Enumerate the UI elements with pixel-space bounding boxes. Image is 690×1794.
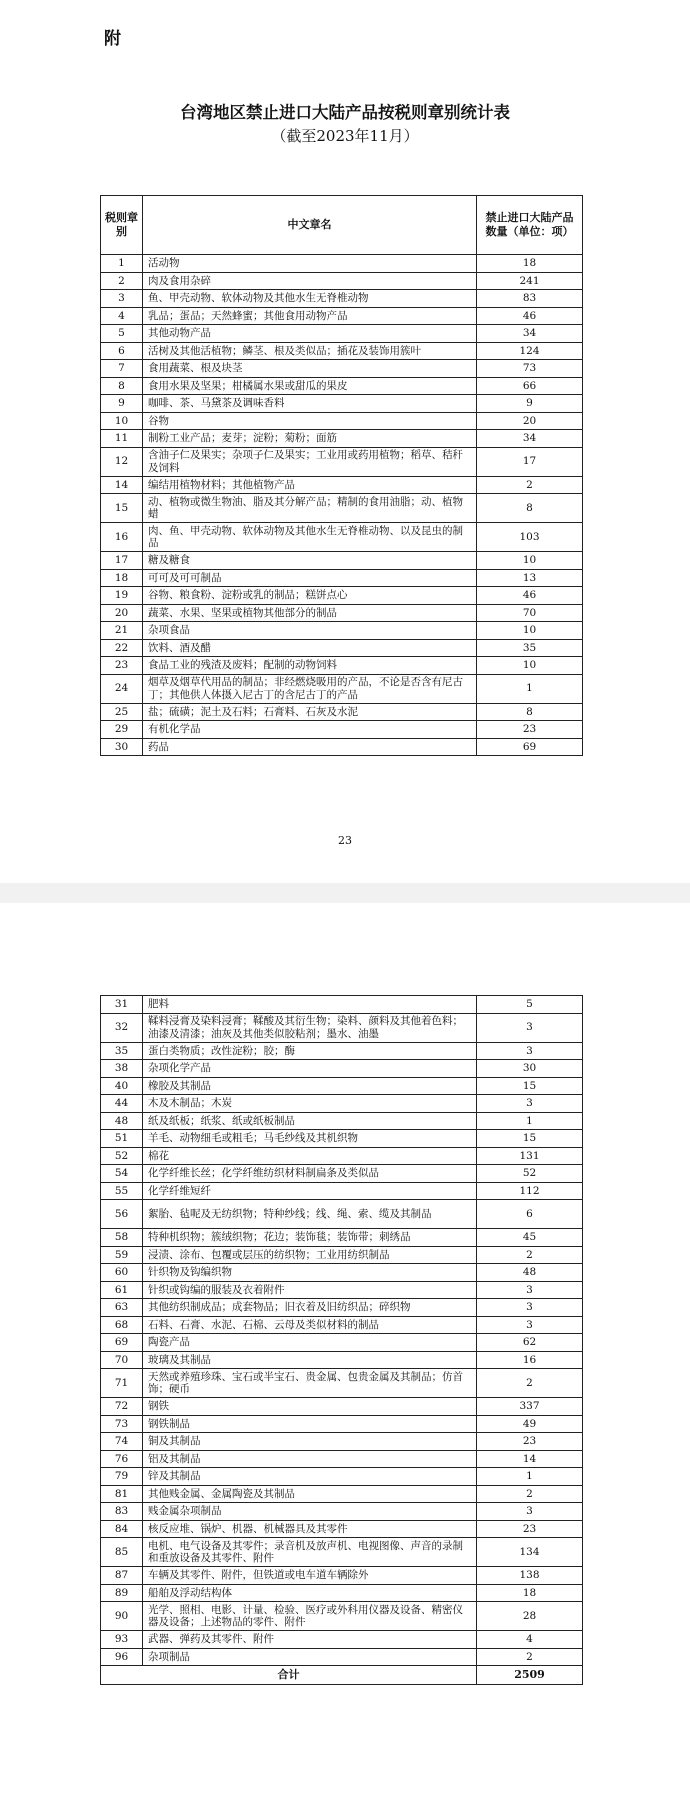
chapter-name: 石料、石膏、水泥、石棉、云母及类似材料的制品 bbox=[143, 1316, 477, 1334]
item-count: 4 bbox=[477, 1631, 583, 1649]
item-count: 3 bbox=[477, 1095, 583, 1113]
item-count: 112 bbox=[477, 1182, 583, 1200]
chapter-number: 76 bbox=[101, 1450, 143, 1468]
item-count: 49 bbox=[477, 1415, 583, 1433]
item-count: 138 bbox=[477, 1567, 583, 1585]
item-count: 23 bbox=[477, 721, 583, 739]
chapter-number: 21 bbox=[101, 622, 143, 640]
item-count: 28 bbox=[477, 1602, 583, 1631]
chapter-number: 38 bbox=[101, 1060, 143, 1078]
chapter-number: 87 bbox=[101, 1567, 143, 1585]
chapter-number: 52 bbox=[101, 1147, 143, 1165]
item-count: 13 bbox=[477, 569, 583, 587]
table-row bbox=[101, 523, 583, 552]
chapter-number: 48 bbox=[101, 1112, 143, 1130]
chapter-number: 60 bbox=[101, 1264, 143, 1282]
chapter-name: 谷物、粮食粉、淀粉或乳的制品；糕饼点心 bbox=[143, 587, 477, 605]
chapter-name: 车辆及其零件、附件，但铁道或电车道车辆除外 bbox=[143, 1567, 477, 1585]
table-row bbox=[101, 622, 583, 640]
statistics-table-part-2 bbox=[100, 995, 583, 1685]
item-count: 6 bbox=[477, 1200, 583, 1229]
chapter-number: 23 bbox=[101, 657, 143, 675]
chapter-number: 61 bbox=[101, 1281, 143, 1299]
chapter-number: 19 bbox=[101, 587, 143, 605]
table-row bbox=[101, 604, 583, 622]
chapter-name: 其他纺织制成品；成套物品；旧衣着及旧纺织品；碎织物 bbox=[143, 1299, 477, 1317]
document-subtitle: （截至2023年11月） bbox=[271, 127, 419, 145]
chapter-name: 食用蔬菜、根及块茎 bbox=[143, 360, 477, 378]
table-header-row bbox=[101, 196, 583, 255]
chapter-number: 56 bbox=[101, 1200, 143, 1229]
table-body-page-2 bbox=[101, 996, 583, 1666]
chapter-number: 11 bbox=[101, 430, 143, 448]
table-row bbox=[101, 1567, 583, 1585]
item-count: 134 bbox=[477, 1538, 583, 1567]
table-row bbox=[101, 395, 583, 413]
chapter-number: 73 bbox=[101, 1415, 143, 1433]
chapter-name: 橡胶及其制品 bbox=[143, 1077, 477, 1095]
table-row bbox=[101, 307, 583, 325]
table-row bbox=[101, 569, 583, 587]
table-row bbox=[101, 1503, 583, 1521]
item-count: 48 bbox=[477, 1264, 583, 1282]
table-row bbox=[101, 1450, 583, 1468]
chapter-name: 棉花 bbox=[143, 1147, 477, 1165]
document-page-1 bbox=[0, 0, 690, 883]
table-row bbox=[101, 674, 583, 703]
chapter-name: 有机化学品 bbox=[143, 721, 477, 739]
chapter-name: 电机、电气设备及其零件；录音机及放声机、电视图像、声音的录制和重放设备及其零件、附件 bbox=[143, 1538, 477, 1567]
chapter-name: 肉及食用杂碎 bbox=[143, 272, 477, 290]
table-row bbox=[101, 587, 583, 605]
item-count: 5 bbox=[477, 996, 583, 1014]
chapter-name: 蛋白类物质；改性淀粉；胶；酶 bbox=[143, 1042, 477, 1060]
chapter-name: 针织物及钩编织物 bbox=[143, 1264, 477, 1282]
item-count: 3 bbox=[477, 1503, 583, 1521]
chapter-name: 食用水果及坚果；柑橘属水果或甜瓜的果皮 bbox=[143, 377, 477, 395]
chapter-number: 81 bbox=[101, 1485, 143, 1503]
chapter-name: 纸及纸板；纸浆、纸或纸板制品 bbox=[143, 1112, 477, 1130]
item-count: 70 bbox=[477, 604, 583, 622]
table-body-page-1 bbox=[101, 255, 583, 756]
chapter-number: 69 bbox=[101, 1334, 143, 1352]
chapter-number: 89 bbox=[101, 1584, 143, 1602]
item-count: 8 bbox=[477, 703, 583, 721]
item-count: 30 bbox=[477, 1060, 583, 1078]
chapter-number: 83 bbox=[101, 1503, 143, 1521]
chapter-name: 可可及可可制品 bbox=[143, 569, 477, 587]
chapter-number: 7 bbox=[101, 360, 143, 378]
table-row bbox=[101, 1468, 583, 1486]
chapter-number: 72 bbox=[101, 1398, 143, 1416]
chapter-name: 编结用植物材料；其他植物产品 bbox=[143, 476, 477, 494]
chapter-number: 16 bbox=[101, 523, 143, 552]
item-count: 103 bbox=[477, 523, 583, 552]
chapter-number: 15 bbox=[101, 494, 143, 523]
table-row bbox=[101, 1485, 583, 1503]
attachment-label: 附 bbox=[104, 29, 121, 49]
chapter-name: 糖及糖食 bbox=[143, 552, 477, 570]
statistics-table-part-1 bbox=[100, 195, 583, 756]
chapter-number: 2 bbox=[101, 272, 143, 290]
chapter-name: 盐；硫磺；泥土及石料；石膏料、石灰及水泥 bbox=[143, 703, 477, 721]
chapter-number: 14 bbox=[101, 476, 143, 494]
chapter-number: 10 bbox=[101, 412, 143, 430]
chapter-name: 玻璃及其制品 bbox=[143, 1351, 477, 1369]
item-count: 10 bbox=[477, 552, 583, 570]
item-count: 20 bbox=[477, 412, 583, 430]
chapter-name: 钢铁 bbox=[143, 1398, 477, 1416]
chapter-number: 25 bbox=[101, 703, 143, 721]
item-count: 3 bbox=[477, 1013, 583, 1042]
chapter-number: 30 bbox=[101, 738, 143, 756]
document-title: 台湾地区禁止进口大陆产品按税则章别统计表 bbox=[180, 103, 510, 122]
table-row bbox=[101, 476, 583, 494]
chapter-number: 6 bbox=[101, 342, 143, 360]
table-row bbox=[101, 1433, 583, 1451]
header-name: 中文章名 bbox=[143, 196, 477, 255]
chapter-name: 核反应堆、锅炉、机器、机械器具及其零件 bbox=[143, 1520, 477, 1538]
total-label: 合计 bbox=[101, 1666, 477, 1685]
chapter-number: 55 bbox=[101, 1182, 143, 1200]
table-row bbox=[101, 639, 583, 657]
chapter-name: 饮料、酒及醋 bbox=[143, 639, 477, 657]
chapter-name: 羊毛、动物细毛或粗毛；马毛纱线及其机织物 bbox=[143, 1130, 477, 1148]
item-count: 23 bbox=[477, 1433, 583, 1451]
item-count: 3 bbox=[477, 1042, 583, 1060]
table-row bbox=[101, 1013, 583, 1042]
chapter-number: 84 bbox=[101, 1520, 143, 1538]
chapter-name: 活树及其他活植物；鳞茎、根及类似品；插花及装饰用簇叶 bbox=[143, 342, 477, 360]
chapter-name: 贱金属杂项制品 bbox=[143, 1503, 477, 1521]
item-count: 10 bbox=[477, 622, 583, 640]
table-row bbox=[101, 412, 583, 430]
item-count: 2 bbox=[477, 1369, 583, 1398]
item-count: 3 bbox=[477, 1299, 583, 1317]
chapter-number: 24 bbox=[101, 674, 143, 703]
chapter-number: 70 bbox=[101, 1351, 143, 1369]
chapter-name: 蔬菜、水果、坚果或植物其他部分的制品 bbox=[143, 604, 477, 622]
item-count: 2 bbox=[477, 1648, 583, 1666]
chapter-number: 40 bbox=[101, 1077, 143, 1095]
item-count: 18 bbox=[477, 1584, 583, 1602]
table-row bbox=[101, 1112, 583, 1130]
item-count: 16 bbox=[477, 1351, 583, 1369]
chapter-number: 18 bbox=[101, 569, 143, 587]
table-row bbox=[101, 1182, 583, 1200]
table-row bbox=[101, 1165, 583, 1183]
item-count: 46 bbox=[477, 587, 583, 605]
chapter-number: 22 bbox=[101, 639, 143, 657]
chapter-name: 其他动物产品 bbox=[143, 325, 477, 343]
chapter-number: 54 bbox=[101, 1165, 143, 1183]
chapter-number: 29 bbox=[101, 721, 143, 739]
table-row bbox=[101, 1538, 583, 1567]
chapter-name: 针织或钩编的服装及衣着附件 bbox=[143, 1281, 477, 1299]
chapter-number: 31 bbox=[101, 996, 143, 1014]
table-row bbox=[101, 721, 583, 739]
item-count: 46 bbox=[477, 307, 583, 325]
table-row bbox=[101, 1520, 583, 1538]
table-row bbox=[101, 377, 583, 395]
table-row bbox=[101, 703, 583, 721]
chapter-name: 木及木制品；木炭 bbox=[143, 1095, 477, 1113]
chapter-name: 浸渍、涂布、包覆或层压的纺织物；工业用纺织制品 bbox=[143, 1246, 477, 1264]
chapter-number: 93 bbox=[101, 1631, 143, 1649]
chapter-name: 武器、弹药及其零件、附件 bbox=[143, 1631, 477, 1649]
table-row bbox=[101, 1584, 583, 1602]
chapter-number: 3 bbox=[101, 290, 143, 308]
table-row bbox=[101, 272, 583, 290]
total-row bbox=[101, 1666, 583, 1685]
item-count: 8 bbox=[477, 494, 583, 523]
chapter-number: 9 bbox=[101, 395, 143, 413]
table-row bbox=[101, 360, 583, 378]
chapter-name: 化学纤维短纤 bbox=[143, 1182, 477, 1200]
chapter-name: 化学纤维长丝；化学纤维纺织材料制扁条及类似品 bbox=[143, 1165, 477, 1183]
table-row bbox=[101, 1369, 583, 1398]
chapter-name: 杂项化学产品 bbox=[143, 1060, 477, 1078]
table-row bbox=[101, 552, 583, 570]
table-row bbox=[101, 1299, 583, 1317]
chapter-number: 74 bbox=[101, 1433, 143, 1451]
chapter-name: 药品 bbox=[143, 738, 477, 756]
table-row bbox=[101, 1246, 583, 1264]
table-row bbox=[101, 1631, 583, 1649]
table-row bbox=[101, 430, 583, 448]
table-row bbox=[101, 1316, 583, 1334]
item-count: 66 bbox=[477, 377, 583, 395]
chapter-name: 乳品；蛋品；天然蜂蜜；其他食用动物产品 bbox=[143, 307, 477, 325]
table-row bbox=[101, 1264, 583, 1282]
chapter-name: 动、植物或微生物油、脂及其分解产品；精制的食用油脂；动、植物蜡 bbox=[143, 494, 477, 523]
chapter-number: 59 bbox=[101, 1246, 143, 1264]
chapter-name: 烟草及烟草代用品的制品；非经燃烧吸用的产品，不论是否含有尼古丁；其他供人体摄入尼古丁的含尼古丁的产品 bbox=[143, 674, 477, 703]
chapter-number: 68 bbox=[101, 1316, 143, 1334]
item-count: 2 bbox=[477, 1246, 583, 1264]
table-row bbox=[101, 1060, 583, 1078]
item-count: 45 bbox=[477, 1229, 583, 1247]
item-count: 337 bbox=[477, 1398, 583, 1416]
table-row bbox=[101, 1398, 583, 1416]
chapter-number: 32 bbox=[101, 1013, 143, 1042]
table-row bbox=[101, 738, 583, 756]
chapter-number: 17 bbox=[101, 552, 143, 570]
item-count: 18 bbox=[477, 255, 583, 273]
item-count: 1 bbox=[477, 1468, 583, 1486]
table-row bbox=[101, 447, 583, 476]
chapter-name: 特种机织物；簇绒织物；花边；装饰毯；装饰带；刺绣品 bbox=[143, 1229, 477, 1247]
item-count: 14 bbox=[477, 1450, 583, 1468]
chapter-number: 79 bbox=[101, 1468, 143, 1486]
chapter-name: 铜及其制品 bbox=[143, 1433, 477, 1451]
table-row bbox=[101, 1281, 583, 1299]
chapter-name: 谷物 bbox=[143, 412, 477, 430]
chapter-number: 35 bbox=[101, 1042, 143, 1060]
table-row bbox=[101, 1130, 583, 1148]
item-count: 34 bbox=[477, 430, 583, 448]
table-row bbox=[101, 325, 583, 343]
chapter-number: 8 bbox=[101, 377, 143, 395]
table-row bbox=[101, 1077, 583, 1095]
table-row bbox=[101, 657, 583, 675]
chapter-number: 12 bbox=[101, 447, 143, 476]
item-count: 9 bbox=[477, 395, 583, 413]
chapter-number: 20 bbox=[101, 604, 143, 622]
table-row bbox=[101, 1334, 583, 1352]
chapter-number: 58 bbox=[101, 1229, 143, 1247]
chapter-number: 4 bbox=[101, 307, 143, 325]
item-count: 131 bbox=[477, 1147, 583, 1165]
table-row bbox=[101, 494, 583, 523]
table-row bbox=[101, 1351, 583, 1369]
chapter-name: 杂项制品 bbox=[143, 1648, 477, 1666]
chapter-name: 活动物 bbox=[143, 255, 477, 273]
chapter-name: 食品工业的残渣及废料；配制的动物饲料 bbox=[143, 657, 477, 675]
item-count: 15 bbox=[477, 1130, 583, 1148]
chapter-name: 咖啡、茶、马黛茶及调味香料 bbox=[143, 395, 477, 413]
item-count: 1 bbox=[477, 1112, 583, 1130]
item-count: 10 bbox=[477, 657, 583, 675]
item-count: 23 bbox=[477, 1520, 583, 1538]
item-count: 241 bbox=[477, 272, 583, 290]
chapter-name: 鱼、甲壳动物、软体动物及其他水生无脊椎动物 bbox=[143, 290, 477, 308]
table-row bbox=[101, 1147, 583, 1165]
table-row bbox=[101, 255, 583, 273]
table-row bbox=[101, 1200, 583, 1229]
chapter-name: 含油子仁及果实；杂项子仁及果实；工业用或药用植物；稻草、秸秆及饲料 bbox=[143, 447, 477, 476]
chapter-number: 96 bbox=[101, 1648, 143, 1666]
chapter-number: 85 bbox=[101, 1538, 143, 1567]
chapter-number: 71 bbox=[101, 1369, 143, 1398]
item-count: 2 bbox=[477, 476, 583, 494]
chapter-name: 肉、鱼、甲壳动物、软体动物及其他水生无脊椎动物、以及昆虫的制品 bbox=[143, 523, 477, 552]
table-row bbox=[101, 290, 583, 308]
item-count: 124 bbox=[477, 342, 583, 360]
table-row bbox=[101, 1042, 583, 1060]
item-count: 73 bbox=[477, 360, 583, 378]
table-row bbox=[101, 1648, 583, 1666]
item-count: 34 bbox=[477, 325, 583, 343]
item-count: 69 bbox=[477, 738, 583, 756]
chapter-name: 钢铁制品 bbox=[143, 1415, 477, 1433]
chapter-name: 制粉工业产品；麦芽；淀粉；菊粉；面筋 bbox=[143, 430, 477, 448]
total-count: 2509 bbox=[477, 1666, 583, 1685]
document-page-2 bbox=[0, 903, 690, 1794]
chapter-name: 其他贱金属、金属陶瓷及其制品 bbox=[143, 1485, 477, 1503]
chapter-name: 陶瓷产品 bbox=[143, 1334, 477, 1352]
chapter-number: 51 bbox=[101, 1130, 143, 1148]
chapter-number: 90 bbox=[101, 1602, 143, 1631]
item-count: 2 bbox=[477, 1485, 583, 1503]
item-count: 3 bbox=[477, 1316, 583, 1334]
chapter-name: 锌及其制品 bbox=[143, 1468, 477, 1486]
chapter-name: 肥料 bbox=[143, 996, 477, 1014]
chapter-name: 絮胎、毡呢及无纺织物；特种纱线；线、绳、索、缆及其制品 bbox=[143, 1200, 477, 1229]
table-row bbox=[101, 1602, 583, 1631]
chapter-number: 63 bbox=[101, 1299, 143, 1317]
chapter-name: 铝及其制品 bbox=[143, 1450, 477, 1468]
item-count: 15 bbox=[477, 1077, 583, 1095]
chapter-name: 光学、照相、电影、计量、检验、医疗或外科用仪器及设备、精密仪器及设备；上述物品的零件、附件 bbox=[143, 1602, 477, 1631]
chapter-name: 鞣料浸膏及染料浸膏；鞣酸及其衍生物；染料、颜料及其他着色料；油漆及清漆；油灰及其他类似胶粘剂；墨水、油墨 bbox=[143, 1013, 477, 1042]
item-count: 35 bbox=[477, 639, 583, 657]
table-row bbox=[101, 1229, 583, 1247]
chapter-number: 1 bbox=[101, 255, 143, 273]
item-count: 1 bbox=[477, 674, 583, 703]
table-row bbox=[101, 1095, 583, 1113]
item-count: 62 bbox=[477, 1334, 583, 1352]
table-row bbox=[101, 1415, 583, 1433]
chapter-name: 船舶及浮动结构体 bbox=[143, 1584, 477, 1602]
chapter-name: 杂项食品 bbox=[143, 622, 477, 640]
item-count: 17 bbox=[477, 447, 583, 476]
chapter-name: 天然或养殖珍珠、宝石或半宝石、贵金属、包贵金属及其制品；仿首饰；硬币 bbox=[143, 1369, 477, 1398]
page-number: 23 bbox=[338, 834, 352, 847]
chapter-number: 44 bbox=[101, 1095, 143, 1113]
item-count: 83 bbox=[477, 290, 583, 308]
table-row bbox=[101, 342, 583, 360]
chapter-number: 5 bbox=[101, 325, 143, 343]
item-count: 52 bbox=[477, 1165, 583, 1183]
item-count: 3 bbox=[477, 1281, 583, 1299]
header-chapter: 税则章别 bbox=[101, 196, 143, 255]
header-count: 禁止进口大陆产品数量（单位：项） bbox=[477, 196, 583, 255]
table-row bbox=[101, 996, 583, 1014]
